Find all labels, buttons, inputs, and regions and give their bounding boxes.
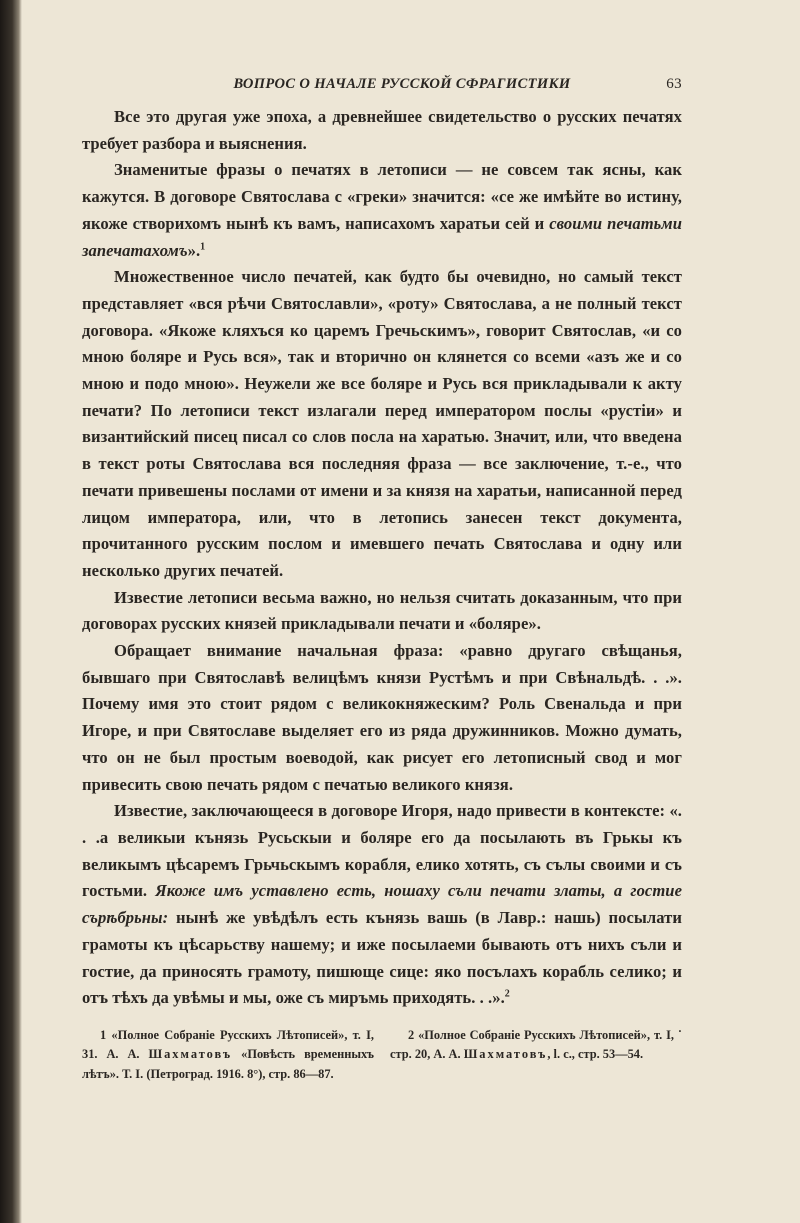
- paragraph-3: Множественное число печатей, как будто бы очевидно, но самый текст представляет «вся рѣчи Святославли», «роту» Святослава, а не полный текст договора. «Якоже кляхъся ко царемъ Гречьскимъ», говорит Святослав, «и со мною боляре и Русь вся», так и вторично он клянется со всеми «азъ же и со мною и подо мною». Неужели же все боляре и Русь вся прикладывали к акту печати? По летописи текст излагали перед императором послы «рустiи» и византийский писец писал со слов посла на харатью. Значит, или, что введена в текст роты Святослава вся последняя фраза — все заключение, т.-е., что печати привешены послами от имени и за князя на харатьи, написанной перед лицом императора, или, что в летопись занесен текст документа, прочитанного русским послом и имевшего печать Святослава и одну или несколько других печатей.: [82, 267, 682, 580]
- paragraph-2-end: ».: [187, 240, 201, 260]
- footnote-1: [82, 1026, 374, 1085]
- footnote-2-rest: , l. c., стр. 53—54.: [547, 1047, 644, 1062]
- footnote-1-text: 1 «Полное Собранiе Русскихъ Лѣтописей», т. I, 31. А. А.: [82, 1027, 374, 1062]
- footnote-1-author: Шахматовъ: [148, 1047, 233, 1062]
- page-number: 63: [666, 76, 682, 92]
- book-spine-shadow: [0, 0, 22, 1223]
- footnote-ref-2: 2: [504, 988, 510, 1000]
- paragraph-6-italic: Якоже имъ уставлено есть, ношаху съли печати златы, а гостие сърѣбрьны:: [82, 881, 682, 928]
- paragraph-6-end: нынѣ же увѣдѣлъ есть кънязь вашь (в Лавр.: нашь) посылати грамоты къ цѣсарьству нашему; и иже посылаеми бывають отъ нихъ съли и гостие, да приносять грамоту, пишюще сице: яко посълахъ корабль селико; и отъ тѣхъ да увѣмы и мы, оже съ миръмь приходять. . .».: [82, 908, 682, 1008]
- paragraph-5: Обращает внимание начальная фраза: «равно другаго свѣщанья, бывшаго при Святославѣ велицѣмъ князи Рустѣмъ и при Свѣнальдѣ. . .». Почему имя это стоит рядом с великокняжеским? Роль Свенальда и при Игоре, и при Святославе выделяет его из ряда дружинников. Можно думать, что он не был простым воеводой, как рисует его летописный свод и мог привесить свою печать рядом с печатью великого князя.: [82, 641, 682, 794]
- footnote-2: [390, 1026, 682, 1085]
- body-text: [82, 104, 682, 1012]
- book-page: [82, 76, 682, 1084]
- footnote-ref-1: 1: [200, 240, 206, 252]
- paragraph-2: [82, 157, 682, 264]
- paragraph-4: Известие летописи весьма важно, но нельзя считать доказанным, что при договорах русских князей прикладывали печати и «боляре».: [82, 587, 682, 634]
- paragraph-2-text: Знаменитые фразы о печатях в летописи — не совсем так ясны, как кажутся. В договоре Святослава с «греки» значится: «се же имѣйте во истину, якоже створихомъ нынѣ къ вамъ, написахомъ харатьи сей и: [82, 160, 682, 233]
- paragraph-6: [82, 798, 682, 1012]
- running-header: [82, 76, 682, 104]
- paragraph-1: Все это другая уже эпоха, а древнейшее свидетельство о русских печатях требует разбора и выяснения.: [82, 107, 682, 153]
- footnote-1-rest: «Повѣсть временныхъ лѣтъ». Т. I. (Петроград. 1916. 8°), стр. 86—87.: [82, 1047, 375, 1081]
- running-title: ВОПРОС О НАЧАЛЕ РУССКОЙ СФРАГИСТИКИ: [233, 76, 571, 92]
- footnotes: [82, 1026, 682, 1085]
- paragraph-2-italic: своими печатьми запечатахомъ: [82, 213, 682, 260]
- paragraph-6-text: Известие, заключающееся в договоре Игоря, надо привести в контексте: «. . .а великыи кънязь Русьскыи и боляре его да посылають въ Грькы къ великымъ цѣсаремъ Грьчьскымъ корабля, елико хотять, съ сълы своими и съ гостьми.: [82, 801, 682, 901]
- footnote-2-author: Шахматовъ: [463, 1047, 548, 1062]
- footnote-2-text: 2 «Полное Собранiе Русскихъ Лѣтописей», т. I, ˙ стр. 20, А. А.: [390, 1027, 682, 1062]
